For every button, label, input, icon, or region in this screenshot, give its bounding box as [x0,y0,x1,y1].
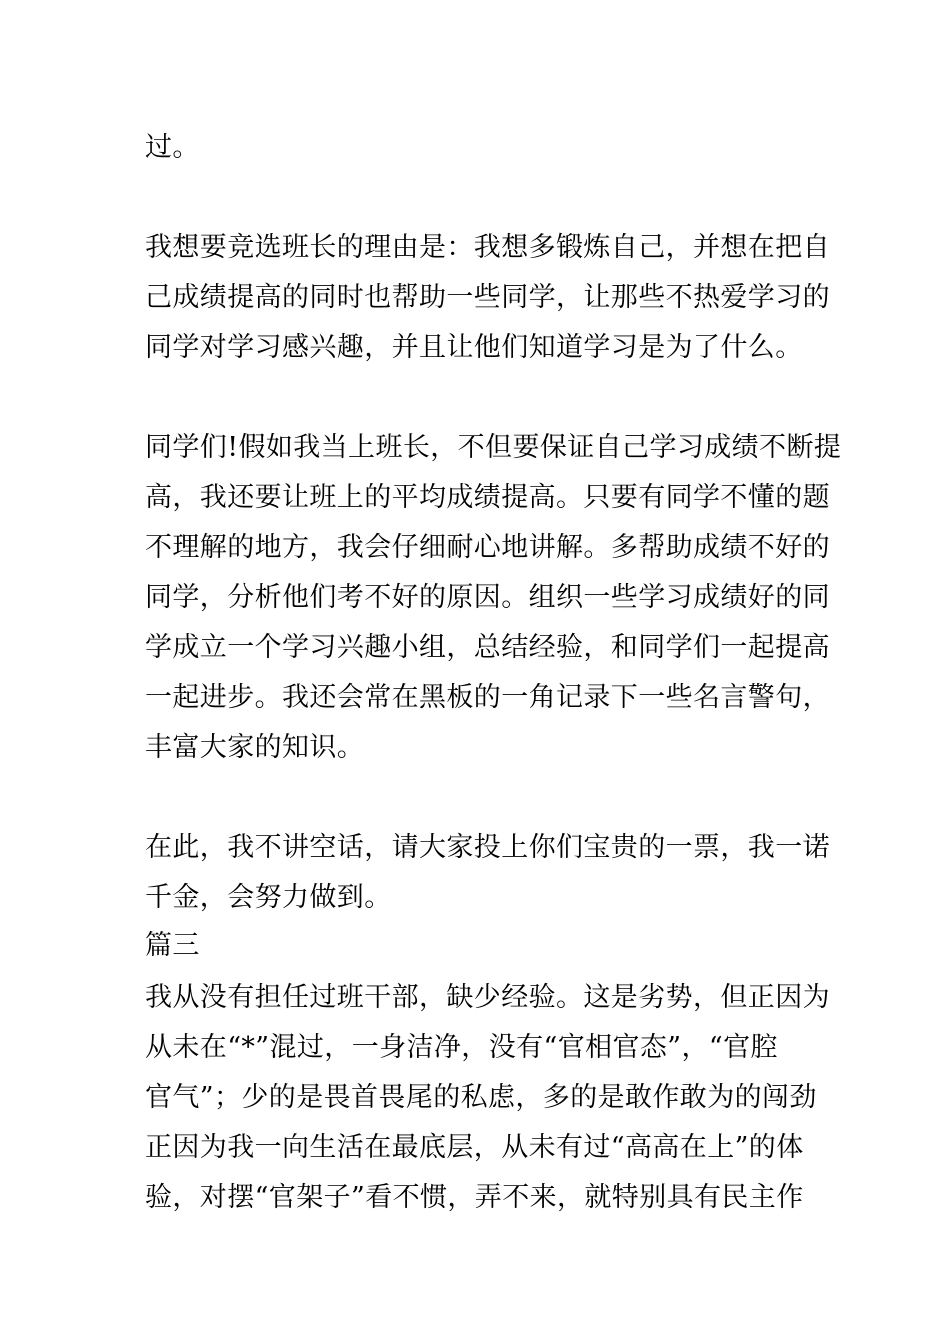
text-line: 不理解的地方，我会仔细耐心地讲解。多帮助成绩不好的 [145,532,830,563]
text-line: 己成绩提高的同时也帮助一些同学，让那些不热爱学习的 [145,282,830,313]
text-line: 一起进步。我还会常在黑板的一角记录下一些名言警句， [145,682,830,713]
text-line: 丰富大家的知识。 [145,732,365,763]
text-line: 同学，分析他们考不好的原因。组织一些学习成绩好的同 [145,582,830,613]
text-line: 过。 [145,132,200,163]
text-line: 我想要竞选班长的理由是：我想多锻炼自己，并想在把自 [145,232,830,263]
text-line: 正因为我一向生活在最底层，从未有过“高高在上”的体 [145,1132,804,1163]
text-line: 同学对学习感兴趣，并且让他们知道学习是为了什么。 [145,332,803,363]
text-line: 从未在“*”混过，一身洁净，没有“官相官态”，“官腔 [145,1032,778,1063]
text-line: 千金，会努力做到。 [145,882,392,913]
text-line: 学成立一个学习兴趣小组，总结经验，和同学们一起提高 [145,632,830,663]
text-line: 在此，我不讲空话，请大家投上你们宝贵的一票，我一诺 [145,832,830,863]
text-line: 验，对摆“官架子”看不惯，弄不来，就特别具有民主作 [145,1182,804,1213]
text-line: 高，我还要让班上的平均成绩提高。只要有同学不懂的题 [145,482,830,513]
text-line: 我从没有担任过班干部，缺少经验。这是劣势，但正因为 [145,982,830,1013]
section-heading: 篇三 [145,930,200,961]
text-line: 官气”；少的是畏首畏尾的私虑，多的是敢作敢为的闯劲 [145,1082,817,1113]
text-line: 同学们!假如我当上班长，不但要保证自己学习成绩不断提 [145,432,842,463]
